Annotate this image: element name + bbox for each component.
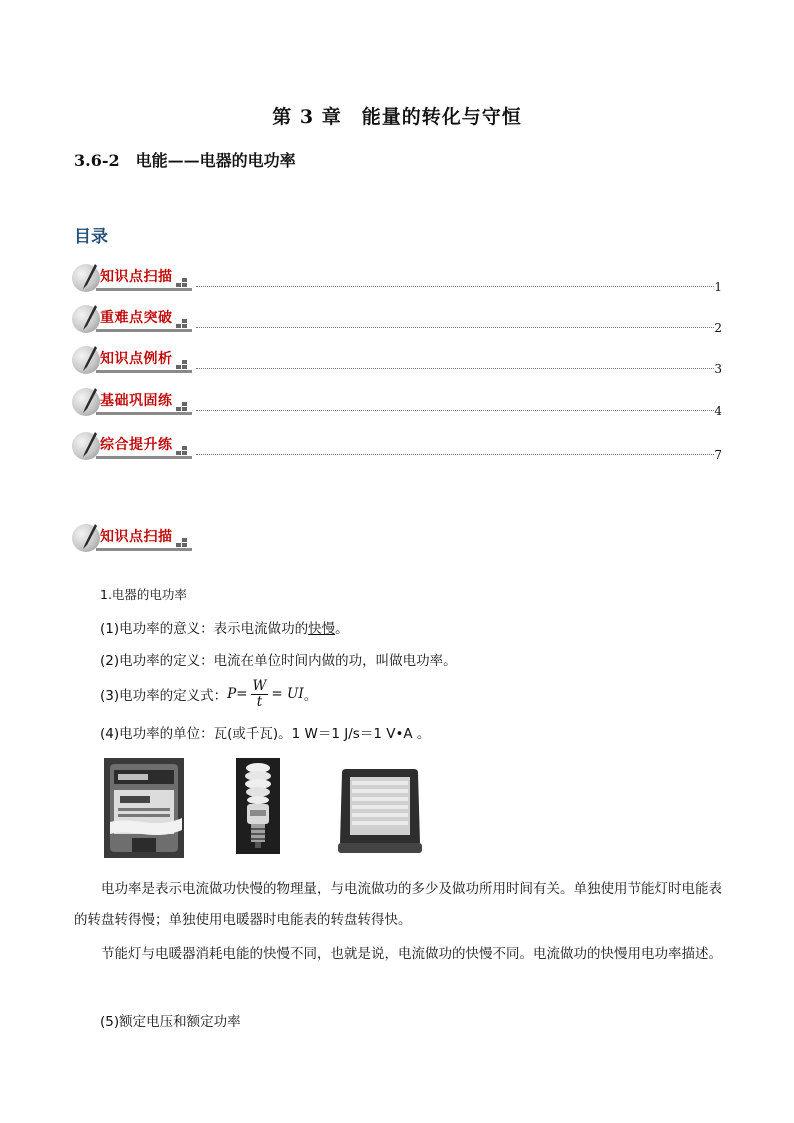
toc-badge xyxy=(72,344,194,378)
badge-squares-icon xyxy=(176,319,190,328)
paragraph-power-explanation: 电功率是表示电流做功快慢的物理量，与电流做功的多少及做功所用时间有关。单独使用节能灯时电能表的转盘转得慢；单独使用电暖器时电能表的转盘转得快。 xyxy=(74,881,722,928)
badge-squares-icon xyxy=(176,360,190,369)
badge-squares-icon xyxy=(176,402,190,411)
item-rated: (5)额定电压和额定功率 xyxy=(100,1014,241,1030)
badge-underline xyxy=(96,456,192,459)
formula-rhs: = UI xyxy=(271,686,304,702)
toc-entry-label: 知识点例析 xyxy=(100,351,173,367)
item-formula-prefix: (3)电功率的定义式： xyxy=(100,688,228,704)
formula-numerator: W xyxy=(252,677,267,694)
toc-leader-dots xyxy=(196,368,714,369)
section-badge xyxy=(72,522,194,556)
badge-underline xyxy=(96,548,192,551)
toc-page-number: 4 xyxy=(714,404,722,418)
item-meaning-suffix: 。 xyxy=(335,621,349,637)
toc-entry-label: 基础巩固练 xyxy=(100,393,173,409)
toc-leader-dots xyxy=(196,327,714,328)
section-badge-label: 知识点扫描 xyxy=(100,529,173,545)
badge-squares-icon xyxy=(176,278,190,287)
item-meaning xyxy=(100,617,349,637)
toc-entry-label: 综合提升练 xyxy=(100,437,173,453)
formula-denominator: t xyxy=(256,693,263,710)
toc-leader-dots xyxy=(196,286,714,287)
section-title: 3.6-2 电能——电器的电功率 xyxy=(74,151,296,170)
energy-saving-lamp-image xyxy=(236,758,280,854)
paragraph-lamp-heater: 节能灯与电暖器消耗电能的快慢不同，也就是说，电流做功的快慢不同。电流做功的快慢用电功率描述。 xyxy=(101,946,722,962)
formula-equals: = xyxy=(236,686,248,702)
underlined-word: 快慢 xyxy=(308,621,336,637)
toc-entry[interactable] xyxy=(72,303,722,337)
toc-page-number: 3 xyxy=(714,362,722,376)
toc-badge xyxy=(72,303,194,337)
toc-badge xyxy=(72,430,194,464)
toc-entry[interactable] xyxy=(72,386,722,420)
formula-fraction xyxy=(251,679,269,710)
item-definition: (2)电功率的定义：电流在单位时间内做的功，叫做电功率。 xyxy=(100,653,457,669)
toc-entry-label: 重难点突破 xyxy=(100,310,173,326)
toc-page-number: 1 xyxy=(714,280,722,294)
toc-entry[interactable] xyxy=(72,344,722,378)
badge-squares-icon xyxy=(176,538,190,547)
electric-meter-image xyxy=(104,758,184,858)
badge-underline xyxy=(96,412,192,415)
chapter-title: 第 3 章 能量的转化与守恒 xyxy=(272,106,522,128)
toc-entry[interactable] xyxy=(72,430,722,464)
formula-lhs: P xyxy=(227,686,237,702)
badge-underline xyxy=(96,370,192,373)
toc-entry-label: 知识点扫描 xyxy=(100,269,173,285)
badge-squares-icon xyxy=(176,446,190,455)
electric-heater-image xyxy=(338,765,422,855)
toc-heading: 目录 xyxy=(74,227,108,247)
toc-leader-dots xyxy=(196,454,714,455)
toc-leader-dots xyxy=(196,410,714,411)
badge-underline xyxy=(96,329,192,332)
toc-page-number: 7 xyxy=(714,448,722,462)
knowledge-heading: 1.电器的电功率 xyxy=(100,587,187,602)
badge-underline xyxy=(96,288,192,291)
toc-badge xyxy=(72,262,194,296)
item-unit: (4)电功率的单位：瓦(或千瓦)。1 W＝1 J/s＝1 V•A 。 xyxy=(100,726,431,742)
toc-badge xyxy=(72,386,194,420)
item-formula-suffix: 。 xyxy=(303,688,318,704)
toc-entry[interactable] xyxy=(72,262,722,296)
item-formula xyxy=(100,674,317,714)
item-meaning-prefix: (1)电功率的意义：表示电流做功的 xyxy=(100,621,309,637)
toc-page-number: 2 xyxy=(714,321,722,335)
